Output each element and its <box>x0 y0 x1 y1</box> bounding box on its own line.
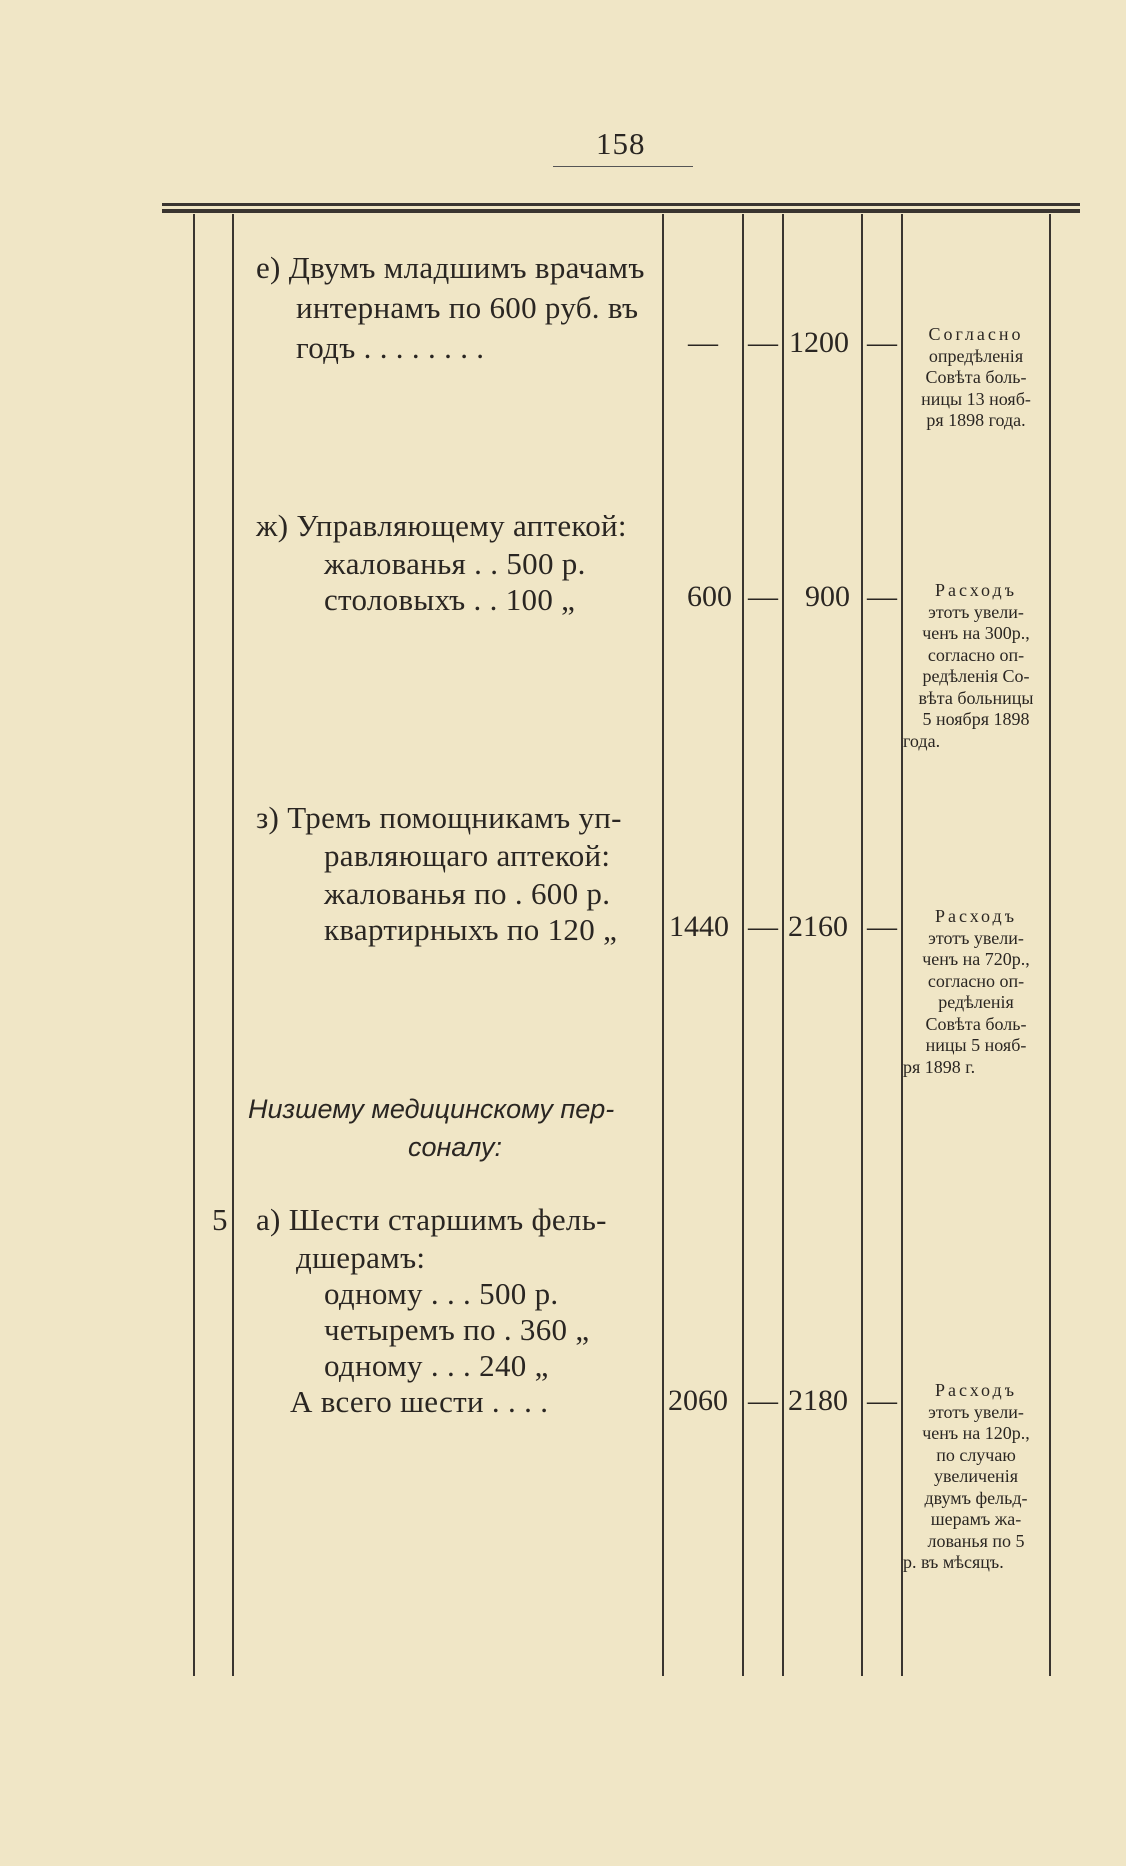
note-line: ря 1898 года. <box>926 410 1026 430</box>
cell-col3: 2180 <box>788 1384 848 1417</box>
note-line: Совѣта боль- <box>925 1013 1027 1034</box>
row-note <box>903 1380 1049 1574</box>
row-text-line: з) Тремъ помощникамъ уп- <box>256 800 622 835</box>
note-line: Совѣта боль- <box>925 367 1027 387</box>
cell-col2: — <box>748 580 778 613</box>
cell-col4: — <box>867 580 897 613</box>
note-line: редѣленія Со- <box>922 666 1030 686</box>
col-line-right <box>1049 214 1051 1676</box>
row-text-line: равляющаго аптекой: <box>324 838 611 873</box>
row-text-line: жалованья . . 500 р. <box>324 546 586 581</box>
page-number-underline <box>553 166 693 167</box>
note-line: шерамъ жа- <box>930 1509 1022 1529</box>
row-text-line: е) Двумъ младшимъ врачамъ <box>256 250 645 285</box>
col-line-3 <box>782 214 784 1676</box>
cell-col2: — <box>748 326 778 359</box>
row-text-line: жалованья по . 600 р. <box>324 876 611 911</box>
cell-col3: 900 <box>805 580 850 613</box>
row-note <box>903 324 1049 432</box>
note-line: вѣта больницы <box>918 687 1034 708</box>
col-line-4 <box>861 214 863 1676</box>
col-line-left <box>193 214 195 1676</box>
cell-col1: 2060 <box>668 1384 728 1417</box>
row-text-line: интернамъ по 600 руб. въ <box>296 290 639 325</box>
col-line-2 <box>742 214 744 1676</box>
note-line: этотъ увели- <box>928 1401 1024 1422</box>
note-line: Расходъ <box>934 1380 1017 1400</box>
note-line: 5 ноября 1898 <box>922 709 1030 729</box>
section-heading-cont: соналу: <box>408 1132 503 1162</box>
note-line: ченъ на 120р., <box>922 1423 1030 1443</box>
cell-col2: — <box>748 1384 778 1417</box>
note-line: этотъ увели- <box>928 927 1024 948</box>
col-line-text-left <box>232 214 234 1676</box>
cell-col3: 1200 <box>789 326 849 359</box>
row-text-line: а) Шести старшимъ фель- <box>256 1202 607 1237</box>
page-number: 158 <box>596 126 646 161</box>
note-line: согласно оп- <box>927 970 1025 991</box>
table-top-rule <box>162 203 1080 206</box>
note-line: Расходъ <box>934 906 1017 926</box>
note-line: двумъ фельд- <box>924 1487 1028 1508</box>
row-text-line: квартирныхъ по 120 „ <box>324 912 618 947</box>
row-text-line: одному . . . 240 „ <box>324 1348 549 1383</box>
row-text-line: ж) Управляющему аптекой: <box>256 508 627 543</box>
note-line: Расходъ <box>934 580 1017 600</box>
note-line: р. въ мѣсяцъ. <box>903 1552 1004 1572</box>
row-text-line: четыремъ по . 360 „ <box>324 1312 590 1347</box>
row-note <box>903 580 1049 752</box>
note-line: Согласно <box>928 324 1024 344</box>
cell-col4: — <box>867 326 897 359</box>
note-line: увеличенія <box>934 1466 1018 1486</box>
note-line: этотъ увели- <box>928 601 1024 622</box>
cell-col3: 2160 <box>788 910 848 943</box>
note-line: редѣленія <box>938 992 1014 1012</box>
section-number: 5 <box>212 1202 228 1237</box>
note-line: ницы 5 нояб- <box>925 1035 1027 1055</box>
note-line: года. <box>903 730 941 751</box>
note-line: ченъ на 720р., <box>922 949 1030 969</box>
row-text-line: годъ . . . . . . . . <box>296 330 485 365</box>
cell-col1: 1440 <box>669 910 729 943</box>
section-heading: Низшему медицинскому пер- <box>248 1094 615 1124</box>
note-line: лованья по 5 <box>927 1530 1025 1551</box>
row-text-line: одному . . . 500 р. <box>324 1276 559 1311</box>
cell-col4: — <box>867 910 897 943</box>
note-line: опредѣленія <box>928 345 1024 366</box>
cell-col4: — <box>867 1384 897 1417</box>
note-line: ченъ на 300р., <box>922 623 1030 643</box>
row-text-line: дшерамъ: <box>296 1240 426 1275</box>
row-text-line: А всего шести . . . . <box>290 1384 549 1419</box>
cell-col2: — <box>748 910 778 943</box>
cell-col1: 600 <box>687 580 732 613</box>
table-top-rule-2 <box>162 209 1080 213</box>
row-text-line: столовыхъ . . 100 „ <box>324 582 576 617</box>
col-line-1 <box>662 214 664 1676</box>
row-note <box>903 906 1049 1078</box>
note-line: ницы 13 нояб- <box>921 388 1031 409</box>
note-line: по случаю <box>936 1444 1016 1465</box>
note-line: ря 1898 г. <box>903 1056 976 1077</box>
cell-col1: — <box>688 326 718 359</box>
note-line: согласно оп- <box>927 644 1025 665</box>
